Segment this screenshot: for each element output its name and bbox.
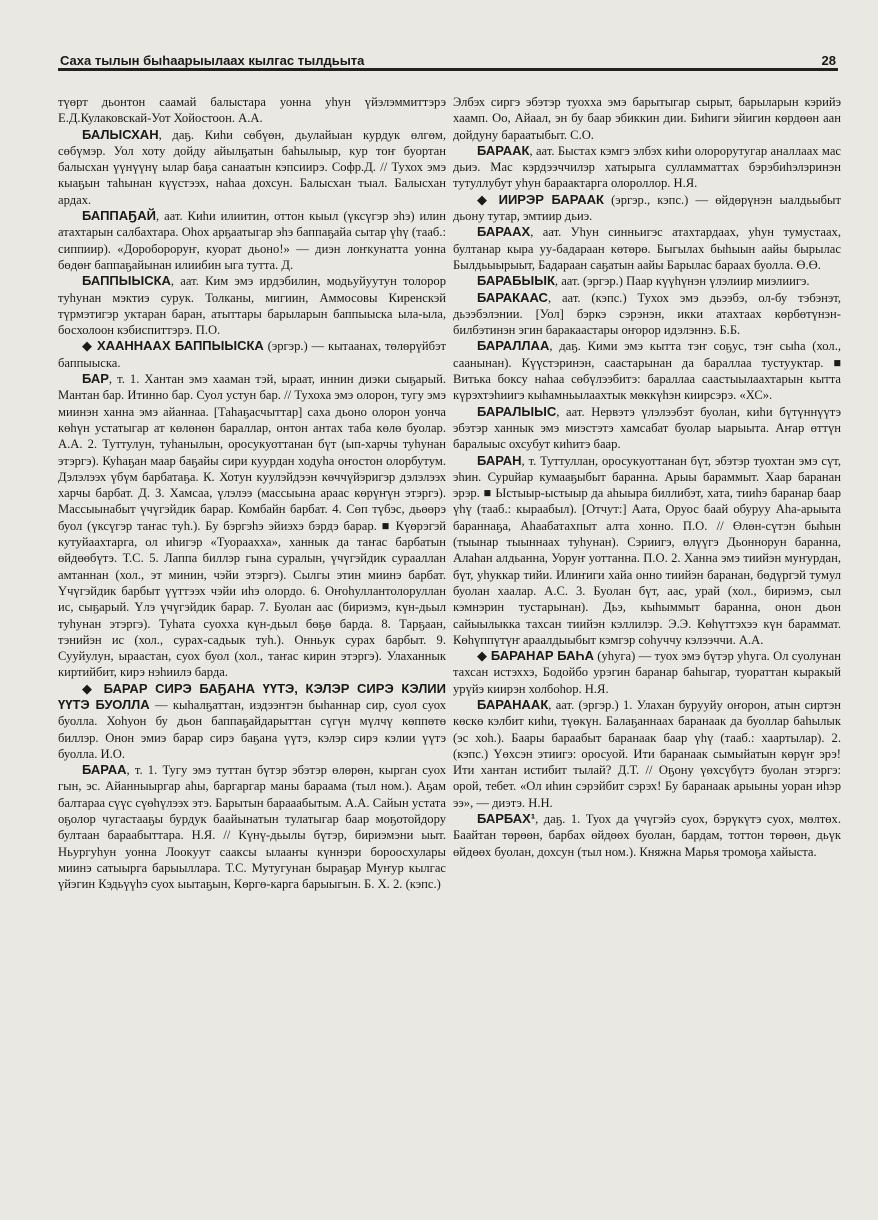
headword: БАРААК bbox=[477, 142, 530, 158]
dictionary-entry bbox=[453, 143, 841, 192]
entry-text: (эргэр., кэпс.) — өйдөрүнэн ыалдьыбыт дьону тутар, эмтиир дьиэ. bbox=[453, 192, 841, 224]
entry-text: , даҕ. Кими эмэ кытта тэҥ соҕус, тэҥ сыһа (хол., саанынан). Күүстэринэн, саастарынан да бараллаа тустууктар. ■ Витька боксу наһаа сөбүлээбитэ: бараллаа саастыылаахтарын кытта күрэхтэһиигэ кыһамньылаахтык мөккүһэн киирсэрэ. «ХС». bbox=[453, 339, 841, 403]
dictionary-subentry bbox=[58, 338, 446, 371]
headword: БАРАКААС bbox=[477, 289, 548, 305]
subheadword: ◆ БАРАНАР БАҺА bbox=[477, 648, 595, 664]
headword: БАЛЫСХАН bbox=[82, 126, 159, 142]
dictionary-entry bbox=[58, 273, 446, 338]
entry-text: , аат. Нервэтэ үлэлээбэт буолан, киһи бүтүннүүтэ эбэтэр ханнык эмэ миэстэтэ хамсабат буолар ыарыыта. Аҥар өттүн баралыыс охсубут киһитэ баар. bbox=[453, 404, 841, 452]
dictionary-entry bbox=[453, 811, 841, 860]
headword: БАРАНААК bbox=[477, 696, 549, 712]
entry-continuation bbox=[58, 94, 446, 127]
entry-text: , аат. Уһун синньигэс атахтардаах, уһун тумустаах, бултанар кыра уу-бадараан көтөрө. Быгылах быһыын аайы бырылас Былдьыырыыт, Бадараан саҕатын аайы Барылас барааx буолла. Ө.Ө. bbox=[453, 225, 841, 272]
dictionary-entry bbox=[453, 697, 841, 811]
left-column bbox=[58, 94, 446, 893]
header-rule bbox=[58, 68, 838, 71]
dictionary-subentry bbox=[453, 648, 841, 697]
headword: БАППАҔАЙ bbox=[82, 208, 157, 224]
dictionary-entry bbox=[58, 371, 446, 681]
entry-continuation bbox=[453, 94, 841, 143]
headword: БАРААХ bbox=[477, 224, 531, 240]
entry-text: , аат. (эргэр.) Паар күүһүнэн үлэлиир миэлиигэ. bbox=[554, 274, 810, 289]
entry-text: — кыһалҕаттан, иэдээнтэн быһаннар сир, суол суох буолла. Хоһуон бу дьон баппаҕайдарыттан сүгүн мүлчү көппөтө биллэр. Онон эмиэ барар сирэ баҕана үүтэ, кэлэр сирэ кэлии үүтэ буолла. И.О. bbox=[58, 697, 446, 761]
headword: БАРАН bbox=[477, 452, 522, 468]
entry-text: түөрт дьонтон саамай балыстара уонна уһун үйэлэммиттэрэ Е.Д.Кулаковскай-Уот Хойостоон. А.А. bbox=[58, 95, 446, 126]
dictionary-subentry bbox=[58, 681, 446, 762]
entry-text: , т. Туттуллан, оросукуоттанан бүт, эбэтэр туохтан эмэ сүт, эһин. Сурuйар кумааҕыбыт баранна. Арыы бараммыт. Хаар баранан эрэр. ■ Ыстыыр-ыстыыр да аһыыра биллибэт, хата, тииһэ баранар баар үһү (тааб.: кыраабыл). [Отчут:] Аата, Оруос баай обуруу Аһа-арыыта бараннаҕа, Аһаабатахпыт алта хонно. П.О. // Өлөн-сүтэн быһын (тыынар тыыннаах туһунан). Сэриигэ, өлүүгэ Дьоннорун баранна, Алаһан алдьанна, Уоруҥ уоттанна. П.О. 2. Ханна эмэ тиийэн муҥурдан, бүт, уһуккар тийи. Илиҥиги хайа онно тиийэн баранан, бөдүргэй тумул буолан хаалар. А.С. 3. Буолан бүт, аас, урай (хол., бириэмэ, сыл кэмнэрин тустарынан). Дьэ, кыһыммыт баранна, онон дьон сайыылыкка тахсан тиийэн кэллилэр. Э.Э. Көһүттэхээ күн бараммат. Көһүппүтүҥ араалдыыбыт кэмгэр соһуччу кэлээччи. А.А. bbox=[453, 453, 841, 647]
dictionary-entry bbox=[453, 338, 841, 403]
entry-text: (уһуга) — туох эмэ бүтэр уһуга. Ол суолунан тахсан истэххэ, Бодойбо урэгин баранар баһыгар, туораттан кыракый урүйэ киирэн холбоһор. Н.Я. bbox=[453, 649, 841, 696]
headword: БАРАА bbox=[82, 762, 127, 778]
running-head bbox=[60, 46, 836, 68]
dictionary-entry bbox=[58, 762, 446, 892]
right-column bbox=[453, 94, 841, 860]
dictionary-entry bbox=[453, 453, 841, 649]
dictionary-entry bbox=[453, 273, 841, 289]
subheadword: ◆ БАРАР СИРЭ БАҔАНА ҮҮТЭ, КЭЛЭР СИРЭ КЭЛИИ ҮҮТЭ БУОЛЛА bbox=[58, 680, 446, 712]
subheadword: ◆ ХААННААХ БАППЫЫСКА bbox=[82, 338, 264, 354]
entry-text: , т. 1. Хантан эмэ хааман тэй, ыраат, иннин диэки сыҕарый. Мантан бар. Итинно бар. Суол устун бар. // Тухоха эмэ олорон, тугу эмэ миинэн ханна эмэ айаннаа. [Таһаҕасчыттар] саха дьоно олорон уонча көһүн устатыгар ат көлөнөн бараллар, онтон антах таба көлө буолар. А.А. 2. Туттулун, туһанылын, оросукуоттанан бүт (ып-харчы туһунан этэргэ). Куһаҕан маар баҕайы сири куурдан ходуһа оҥостон олорбутум. Дэлэлээх үбүм барбатаҕа. К. Хотун куулэйдээн көччүйэригэр дэлэлээх харчы барбат. Д. З. Хамсаа, үлэлээ (массыына араас көрүҥүн этэргэ). Массыынабыт үчүгэйдик барар. Комбайн барбат. 4. Сөп түбэс, дьөөрэ буол (үксүгэр таҥас туһ.). Бу бэргэһэ эйиэхэ бэрдэ барар. ■ Күөрэгэй кутуйаахтарга, ол иһигэр «Туораахха», ханнык да таҥас барбатын өйдөөбүтэ. Т.С. 5. Лаппа биллэр гына суралын, үчүгэйдик сурааллан амтаннан (хол., эт минин, чэйи этэргэ). Сылгы этин миинэ барбат. Үчүгэйдик барбыт үүттээх чэйи иһэ олордо. 6. Оҥоһуллантолоруллан ис, сыҕарый. Үлэ үчүгэйдик барар. 7. Буолан аас (бириэмэ, күн-дьыл туһунан этэргэ). Туһата суохха күн-дьыл бөҕө барда. 8. Тарҕаан, тэнийэн ис (хол., сурах-садьык туһ.). Онньук сурах барбыт. 9. Сууйулун, ыраастан, суох буол (хол., таҥас кирин этэргэ). Улаханнык киртийбит, кирэ нэһиилэ барда. bbox=[58, 372, 446, 680]
entry-text: (эргэр.) — кытаанах, төлөрүйбэт баппыыска. bbox=[58, 339, 446, 370]
dictionary-entry bbox=[453, 290, 841, 339]
entry-text: , т. 1. Тугу эмэ туттан бүтэр эбэтэр өлөрөн, кырган суох гын, эс. Айанныыргар аһы, баргаргар маны бараама (тыл ном.). Аҕам балтараа сүүс сүөһүлээх этэ. Барытын барааабытым. А.А. Сайын устата оҕолор чугастааҕы бурдук баайынатын тулатыгар баар моҕотойдору бултаан бараабыттара. Н.Я. // Күнү-дьылы бүтэр, бириэмэни ыыт. Ньургуһун уонна Лоокуут саакcы ылааҥы күннэри бороосхулары миинэ сатыырга барыыллара. Т.С. Мутугунан быраҕар Муҥур кылгас үйэгин Кэдьүүһэ суох ыытаҕын, Көргө-карга барыыгын. Б. Х. 2. (кэпс.) bbox=[58, 763, 446, 892]
headword: БАР bbox=[82, 371, 109, 387]
entry-text: , даҕ. 1. Туох да үчүгэйэ суох, бэрүкүтэ суох, мөлтөх. Баайтан төрөөн, барбах өйдөөх буолан, бардам, тоттон төрөөн, дьүк өйдөөх буолан, дохсун (тыл ном.). Княжна Марья тромоҕа хайыста. bbox=[453, 812, 841, 859]
headword: БАРАЛЫЫС bbox=[477, 403, 557, 419]
entry-text: Элбэх сиргэ эбэтэр туохха эмэ барытыгар сырыт, барыларын кэрийэ хаамп. Оо, Айаал, эн бу баар эбиккин дии. Биһиги эйигин көрдөөн аан дойдуну бараатыбыт. С.О. bbox=[453, 95, 841, 142]
headword: БАРАБЫЫК bbox=[477, 273, 555, 289]
entry-text: , аат. Быстах кэмгэ элбэх киһи олорорутугар аналлаах мас дьиэ. Мас кэрдээччилэр хатырыга сулламматтах бэрэбиһэлэринэн тутуллубут уһун бараактаргa олороллор. Н.Я. bbox=[453, 143, 841, 191]
entry-text: , аат. (кэпс.) Тухох эмэ дьээбэ, ол-бу тэбэнэт, дьээбэлэнии. [Уол] бэркэ сэрэнэн, икки атахтаах көрбөтүнэн-билбэтинэн эгин баракаастары оҥорор идэлэннэ. Б.Б. bbox=[453, 290, 841, 338]
headword: БАРАЛЛАА bbox=[477, 338, 550, 354]
dictionary-entry bbox=[58, 208, 446, 273]
entry-text: , даҕ. Киһи сөбүөн, дьулайыан курдук өлгөм, сөбүмэр. Уол хоту дойду айылҕатын баһылыыр, кур тоҥ буортан балысхан үүнүүнү ылар баҕа санаатын кэпсиирэ. Софр.Д. // Тухох эмэ кыаҕын таһынан күүстээх, наһаа дохсун. Балысхан тыал. Балысхан ардах. bbox=[58, 127, 446, 207]
dictionary-subentry bbox=[453, 192, 841, 225]
dictionary-entry bbox=[453, 224, 841, 273]
dictionary-entry bbox=[58, 127, 446, 208]
entry-text: , аат. Ким эмэ ирдэбилин, модьуйуутун толорор туһунан мэктиэ сурук. Толканы, мигиин, Аммосовы Киренскэй түрмэтигэр уктаран баран, атыттары барыларын баппыыска ыла-ыла, босхолоон кэбиспиттэрэ. П.О. bbox=[58, 274, 446, 338]
headword: БАРБАХ¹ bbox=[477, 811, 536, 827]
headword: БАППЫЫСКА bbox=[82, 273, 171, 289]
page-number: 28 bbox=[821, 53, 836, 68]
dictionary-entry bbox=[453, 404, 841, 453]
entry-text: , аат. Киһи илиитин, оттон кыыл (үксүгэр эһэ) илин атахтарын салбахтара. Оһох арҕаатыгар эһэ баппаҕайа сытар үһү (тааб.: сиппиир). «Доробороруҥ, куорат дьоно!» — диэн лоҥкунатта уонна бөдөҥ баппаҕайынан илиибин ыга тутта. Д. bbox=[58, 209, 446, 272]
subheadword: ◆ ИИРЭР БАРААК bbox=[477, 191, 604, 207]
entry-text: , аат. (эргэр.) 1. Улахан бурууйу оҥорон, атын сиртэн көскө кэлбит киһи, түөкүн. Балаҕаннаах баранаак да буоллар баһылык (эс хоһ.). Баары бараабыт баранаак баар үһү (тааб.: хаартылар). 2. (кэпс.) Үөхсэн этиигэ: оросуой. Ити баранаак сымыйатын көрүҥ эрэ! Ити хантан истибит тылай? Д.Т. // Оҕону үөхсүбүтэ буолан этэргэ: орой, тебет. «Ол иһин сэрэйбит сэрэх! Бу баранаак арыыны уоран иһэр ээ», — диэтэ. Н.Н. bbox=[453, 697, 841, 810]
running-head-title: Саха тылын быһаарыылаах кылгас тылдьыта bbox=[60, 53, 365, 68]
